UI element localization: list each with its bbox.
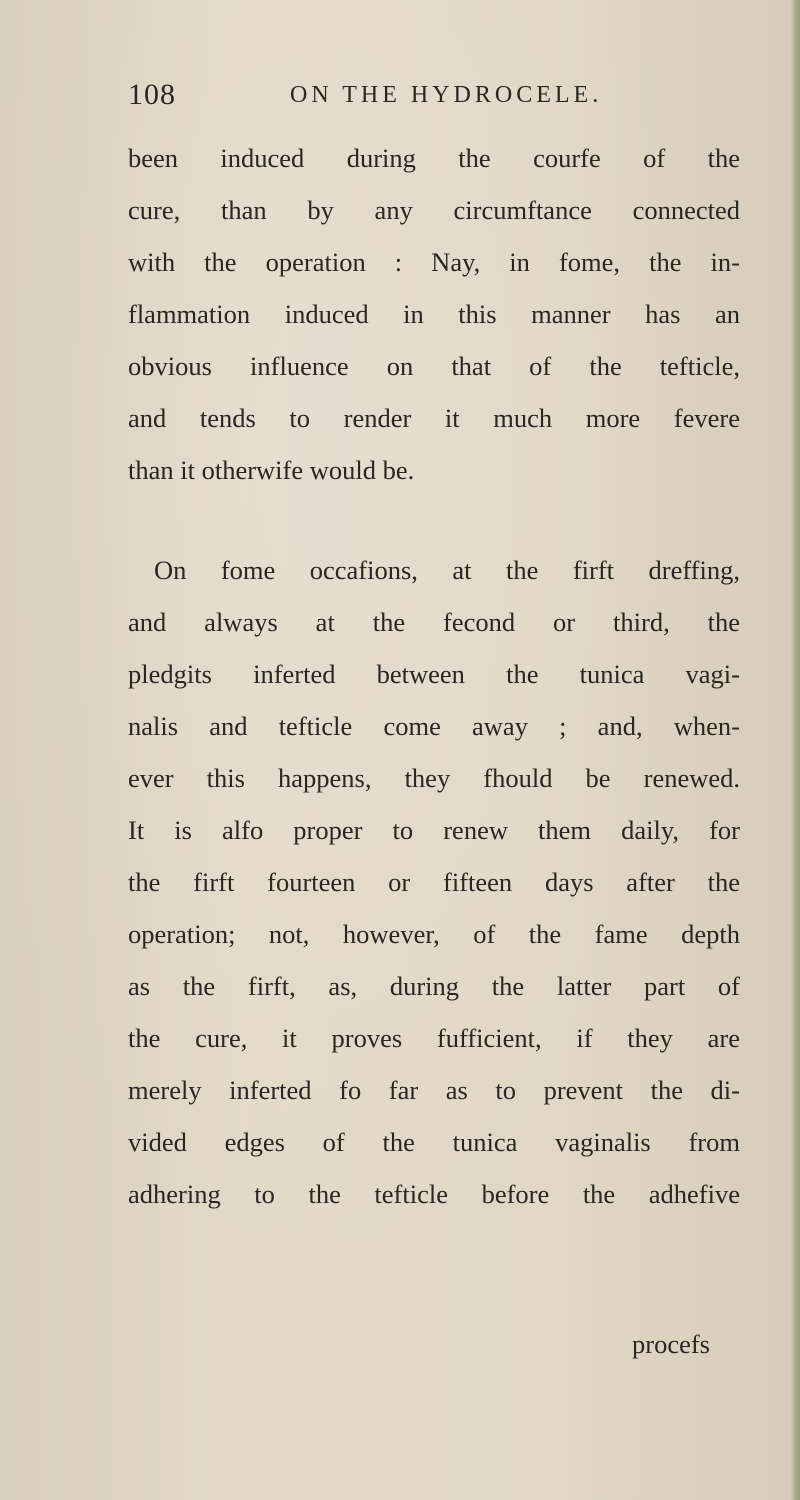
text-line: the cure, it proves fufficient, if they are [128,1023,740,1053]
page-edge-shadow [790,0,800,1500]
text-line: cure, than by any circumftance connected [128,195,740,225]
text-line: and tends to render it much more fevere [128,403,740,433]
text-line: nalis and tefticle come away ; and, when- [128,711,740,741]
text-line: with the operation : Nay, in fome, the in- [128,247,740,277]
page-number: 108 [128,78,176,111]
text-line: flammation induced in this manner has an [128,299,740,329]
text-line: been induced during the courfe of the [128,143,740,173]
paragraph-gap [128,496,740,544]
running-head-title: ON THE HYDROCELE. [290,82,603,108]
text-line: ever this happens, they fhould be renewed. [128,763,740,793]
catchword: procefs [632,1329,710,1359]
text-line: vided edges of the tunica vaginalis from [128,1127,740,1157]
body-text [128,132,740,1220]
text-line: and always at the fecond or third, the [128,607,740,637]
text-line: pledgits inferted between the tunica vagi- [128,659,740,689]
text-line: adhering to the tefticle before the adhefive [128,1179,740,1209]
text-line: On fome occafions, at the firft dreffing, [154,555,740,585]
text-line: It is alfo proper to renew them daily, for [128,815,740,845]
text-line: the firft fourteen or fifteen days after the [128,867,740,897]
text-line: as the firft, as, during the latter part of [128,971,740,1001]
text-line: obvious influence on that of the tefticle, [128,351,740,381]
text-line: operation; not, however, of the fame depth [128,919,740,949]
text-line: merely inferted fo far as to prevent the di- [128,1075,740,1105]
paragraph-1 [128,132,740,496]
running-head [128,78,648,118]
paragraph-2 [128,544,740,1220]
text-line: than it otherwife would be. [128,455,415,485]
